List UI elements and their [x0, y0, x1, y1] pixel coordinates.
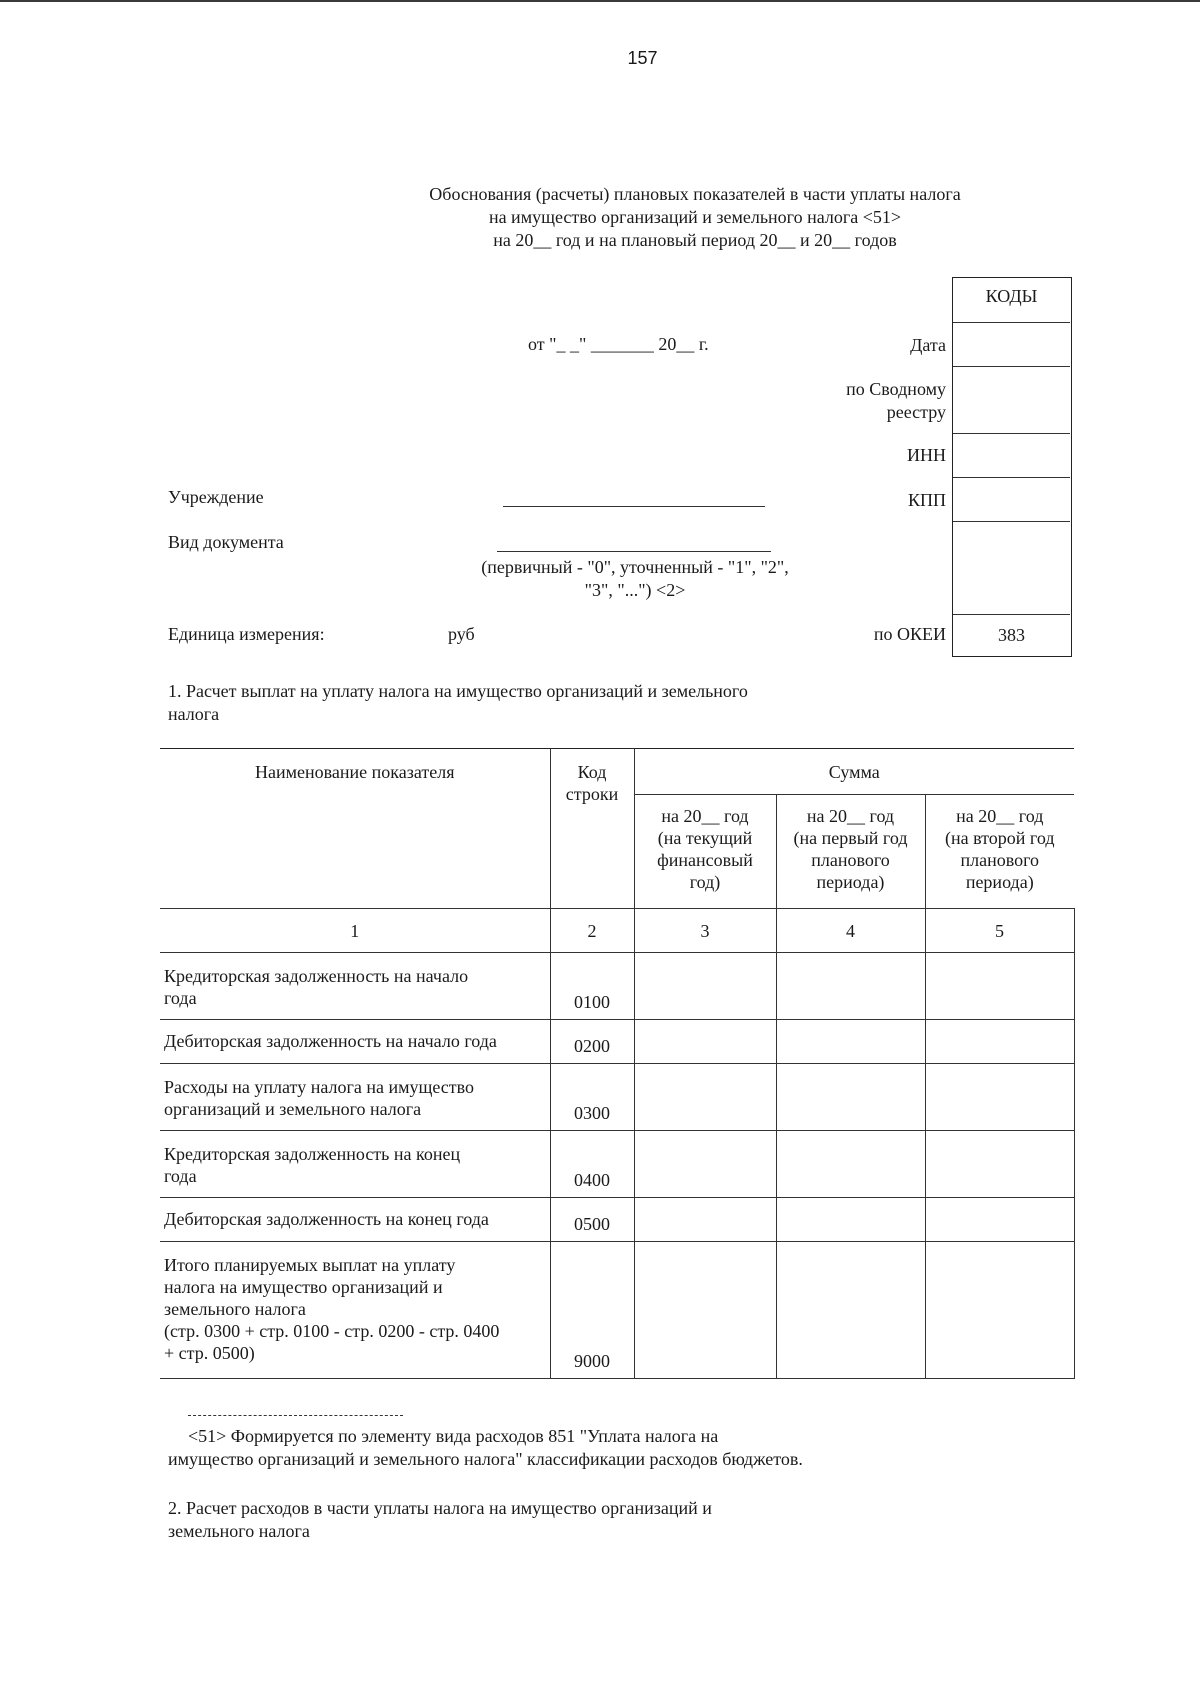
- row-code: 0400: [550, 1131, 634, 1198]
- value-cell[interactable]: [634, 1020, 776, 1064]
- value-cell[interactable]: [634, 1064, 776, 1131]
- value-cell[interactable]: [634, 953, 776, 1020]
- subheader-line: финансовый: [657, 850, 753, 870]
- header-code-line-1: Код: [577, 762, 607, 782]
- row-name-line: Кредиторская задолженность на начало: [164, 966, 469, 986]
- value-cell[interactable]: [776, 1131, 925, 1198]
- value-cell[interactable]: [925, 953, 1074, 1020]
- page-number: 157: [627, 48, 658, 68]
- row-name-line: (стр. 0300 + стр. 0100 - стр. 0200 - стр. 0400: [164, 1321, 500, 1341]
- row-name: [160, 1064, 550, 1131]
- subheader-col-4: [776, 795, 925, 909]
- code-registry-label: [760, 378, 946, 424]
- header-name: Наименование показателя: [160, 749, 550, 909]
- doc-type-field[interactable]: [497, 551, 771, 552]
- row-name: [160, 953, 550, 1020]
- value-cell[interactable]: [776, 1020, 925, 1064]
- codes-divider: [953, 433, 1070, 434]
- column-number: 4: [776, 909, 925, 953]
- date-line: от "_ _" _______ 20__ г.: [528, 334, 709, 354]
- header-code: [550, 749, 634, 909]
- table-row: [160, 1198, 1074, 1242]
- subheader-line: планового: [811, 850, 890, 870]
- title-line-3: на 20__ год и на плановый период 20__ и 20__ годов: [493, 230, 897, 250]
- subheader-line: периода): [816, 872, 885, 892]
- document-title: [300, 183, 1090, 252]
- row-name-line: налога на имущество организаций и: [164, 1277, 443, 1297]
- table-row: [160, 953, 1074, 1020]
- codes-divider: [953, 322, 1070, 323]
- column-number: 2: [550, 909, 634, 953]
- row-name: [160, 1020, 550, 1064]
- codes-title: КОДЫ: [985, 286, 1038, 306]
- row-name: [160, 1242, 550, 1379]
- table-row: [160, 1131, 1074, 1198]
- subheader-col-5: [925, 795, 1074, 909]
- column-number: 5: [925, 909, 1074, 953]
- row-code: 0200: [550, 1020, 634, 1064]
- row-name-line: Дебиторская задолженность на конец года: [164, 1209, 489, 1229]
- code-date-label: Дата: [910, 335, 946, 355]
- value-cell[interactable]: [925, 1198, 1074, 1242]
- row-name-line: организаций и земельного налога: [164, 1099, 422, 1119]
- row-name-line: Кредиторская задолженность на конец: [164, 1144, 461, 1164]
- code-inn-label: ИНН: [907, 445, 946, 465]
- row-code: 9000: [550, 1242, 634, 1379]
- subheader-line: год): [689, 872, 721, 892]
- code-registry-label-line-2: реестру: [886, 402, 946, 422]
- value-cell[interactable]: [776, 1242, 925, 1379]
- value-cell[interactable]: [776, 953, 925, 1020]
- subheader-line: на 20__ год: [806, 806, 895, 826]
- doc-type-hint-line-2: "3", "...") <2>: [584, 580, 686, 600]
- footnote-line-2: имущество организаций и земельного налога" классификации расходов бюджетов.: [168, 1449, 803, 1469]
- subheader-line: на 20__ год: [956, 806, 1044, 826]
- value-cell[interactable]: [925, 1064, 1074, 1131]
- table-row: [160, 1242, 1074, 1379]
- subheader-line: (на первый год: [793, 828, 908, 848]
- codes-divider: [953, 521, 1070, 522]
- column-number: 3: [634, 909, 776, 953]
- value-cell[interactable]: [634, 1242, 776, 1379]
- codes-box: [952, 277, 1072, 657]
- title-line-1: Обоснования (расчеты) плановых показателей в части уплаты налога: [429, 184, 961, 204]
- value-cell[interactable]: [925, 1131, 1074, 1198]
- row-name-line: + стр. 0500): [164, 1343, 255, 1363]
- row-code: 0100: [550, 953, 634, 1020]
- section-1-title-line-2: налога: [168, 704, 220, 724]
- section-1-title-line-1: 1. Расчет выплат на уплату налога на имущество организаций и земельного: [168, 681, 748, 701]
- row-name-line: Дебиторская задолженность на начало года: [164, 1031, 497, 1051]
- row-name-line: года: [164, 1166, 197, 1186]
- header-sum: Сумма: [634, 749, 1074, 795]
- row-name: [160, 1131, 550, 1198]
- value-cell[interactable]: [776, 1198, 925, 1242]
- doc-type-hint: [440, 556, 830, 602]
- row-name-line: земельного налога: [164, 1299, 306, 1319]
- row-name-line: Расходы на уплату налога на имущество: [164, 1077, 474, 1097]
- subheader-line: планового: [960, 850, 1040, 870]
- subheader-line: на 20__ год: [661, 806, 749, 826]
- unit-value: руб: [448, 624, 475, 644]
- top-border: [0, 0, 1200, 2]
- subheader-col-3: [634, 795, 776, 909]
- row-code: 0500: [550, 1198, 634, 1242]
- table-row: [160, 1020, 1074, 1064]
- title-line-2: на имущество организаций и земельного налога <51>: [488, 207, 902, 227]
- footnote-separator: [188, 1415, 403, 1416]
- code-okei-value: 383: [998, 625, 1025, 645]
- doc-type-label: Вид документа: [168, 532, 284, 552]
- header-code-line-2: строки: [565, 784, 619, 804]
- table-row: [160, 1064, 1074, 1131]
- subheader-line: периода): [965, 872, 1034, 892]
- institution-label: Учреждение: [168, 487, 264, 507]
- subheader-line: (на текущий: [657, 828, 753, 848]
- value-cell[interactable]: [776, 1064, 925, 1131]
- footnote: [168, 1425, 1078, 1471]
- code-kpp-label: КПП: [907, 490, 946, 510]
- value-cell[interactable]: [925, 1020, 1074, 1064]
- section-2-title: [168, 1497, 1068, 1543]
- code-okei-label: по ОКЕИ: [873, 624, 946, 644]
- footnote-line-1: <51> Формируется по элементу вида расходов 851 "Уплата налога на: [188, 1426, 719, 1446]
- section-2-title-line-2: земельного налога: [168, 1521, 310, 1541]
- section-1-title: [168, 680, 1068, 726]
- doc-type-hint-line-1: (первичный - "0", уточненный - "1", "2",: [481, 557, 789, 577]
- row-name: [160, 1198, 550, 1242]
- codes-divider: [953, 366, 1070, 367]
- codes-divider: [953, 477, 1070, 478]
- row-name-line: Итого планируемых выплат на уплату: [164, 1255, 456, 1275]
- value-cell[interactable]: [634, 1198, 776, 1242]
- payments-table: [160, 748, 1075, 1379]
- row-name-line: года: [164, 988, 197, 1008]
- institution-field[interactable]: [503, 506, 765, 507]
- unit-label: Единица измерения:: [168, 624, 325, 644]
- row-code: 0300: [550, 1064, 634, 1131]
- code-registry-label-line-1: по Сводному: [846, 379, 946, 399]
- subheader-line: (на второй год: [945, 828, 1055, 848]
- section-2-title-line-1: 2. Расчет расходов в части уплаты налога на имущество организаций и: [168, 1498, 712, 1518]
- codes-divider: [953, 614, 1070, 615]
- value-cell[interactable]: [925, 1242, 1074, 1379]
- column-number: 1: [160, 909, 550, 953]
- value-cell[interactable]: [634, 1131, 776, 1198]
